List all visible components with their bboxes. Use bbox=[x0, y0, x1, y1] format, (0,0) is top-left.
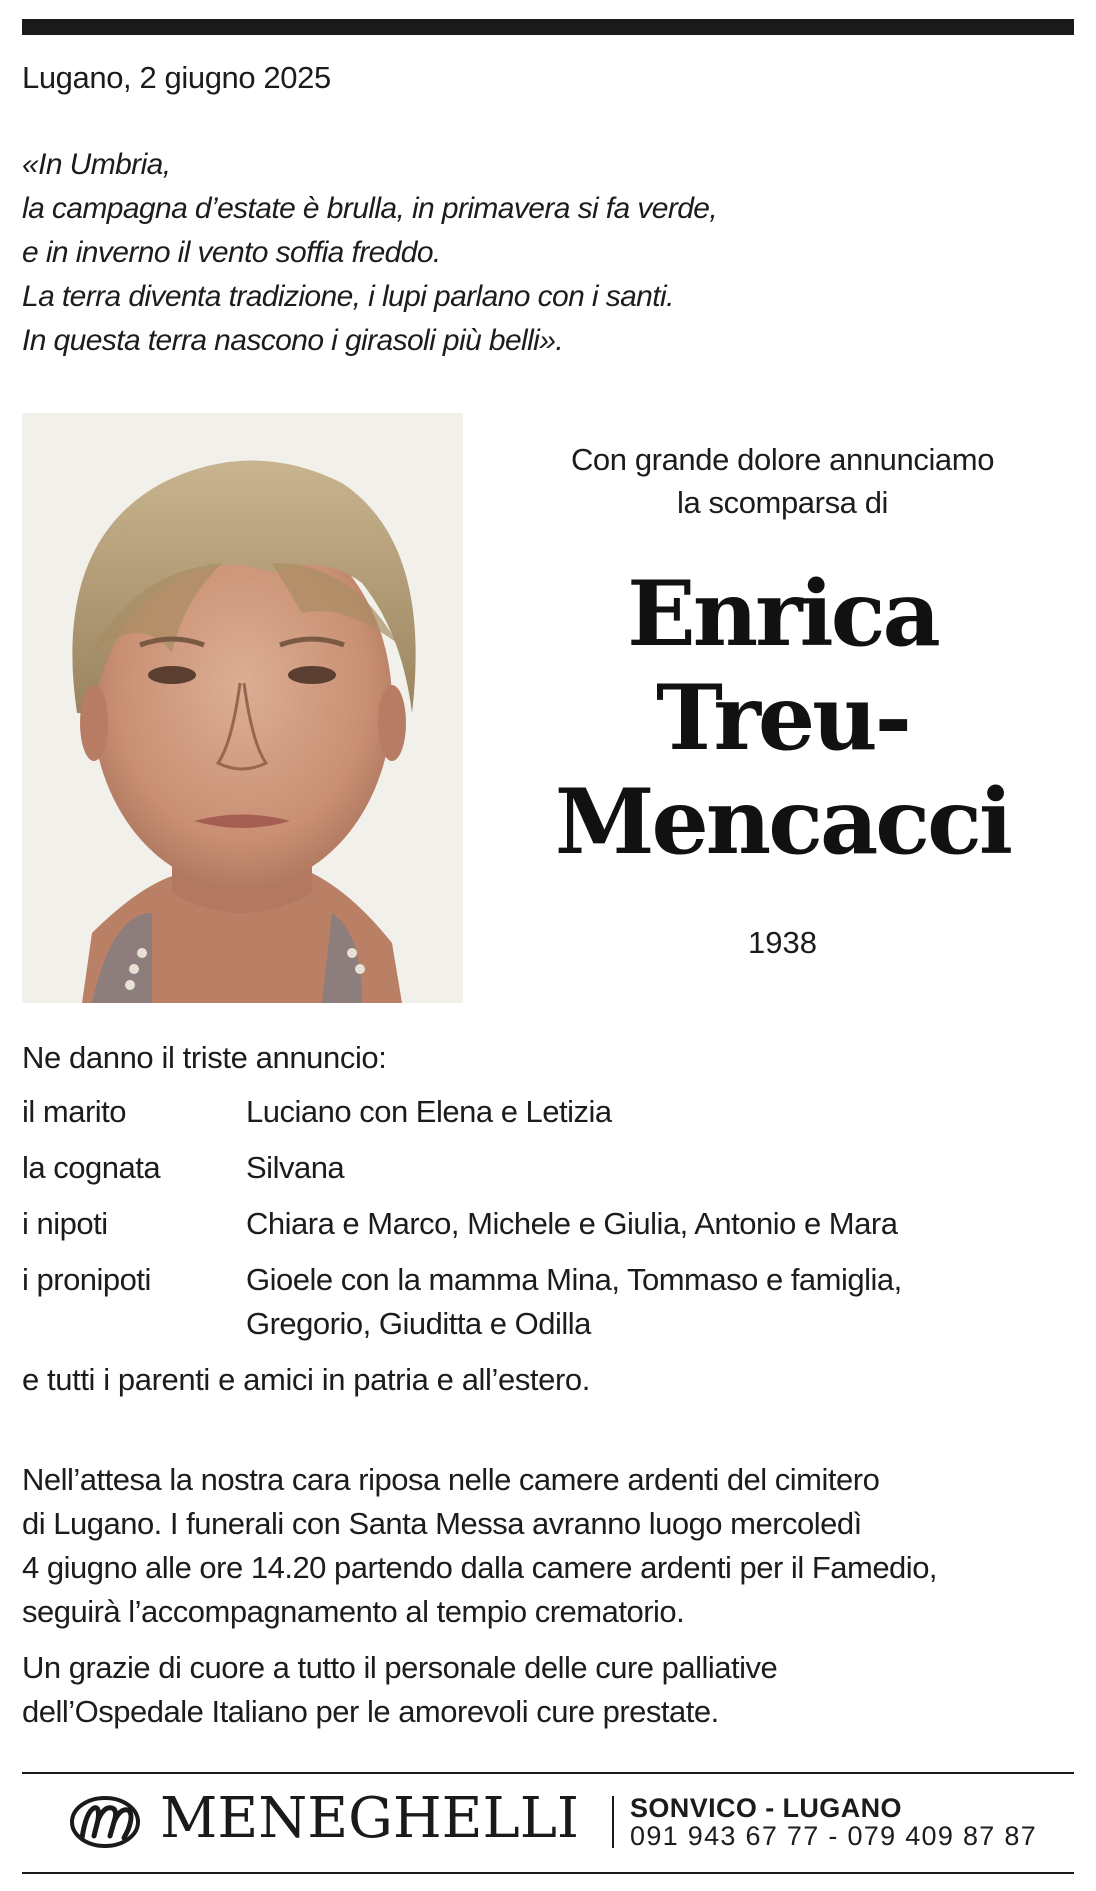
thanks-paragraph bbox=[22, 1646, 1074, 1734]
paragraph-line: di Lugano. I funerali con Santa Messa avranno luogo mercoledì bbox=[22, 1506, 862, 1541]
paragraph-line: seguirà l’accompagnamento al tempio crematorio. bbox=[22, 1594, 685, 1629]
deceased-name bbox=[490, 562, 1075, 874]
footer-phone: 091 943 67 77 - 079 409 87 87 bbox=[630, 1821, 1038, 1851]
relatives-list bbox=[22, 1090, 1074, 1358]
footer-top-rule bbox=[22, 1772, 1074, 1774]
relative-row bbox=[22, 1090, 1074, 1134]
relative-names bbox=[246, 1090, 1074, 1134]
birth-year: 1938 bbox=[748, 925, 817, 960]
relative-names-line: Gioele con la mamma Mina, Tommaso e famiglia, bbox=[246, 1262, 902, 1297]
poem-line: La terra diventa tradizione, i lupi parlano con i santi. bbox=[22, 280, 674, 313]
funeral-paragraph bbox=[22, 1458, 1074, 1634]
relative-names-line: Gregorio, Giuditta e Odilla bbox=[246, 1306, 591, 1341]
relative-names bbox=[246, 1146, 1074, 1190]
relative-row bbox=[22, 1258, 1074, 1346]
relative-row bbox=[22, 1146, 1074, 1190]
poem-line: la campagna d’estate è brulla, in primavera si fa verde, bbox=[22, 192, 718, 225]
name-line: Enrica bbox=[627, 561, 938, 667]
relative-names-line: Silvana bbox=[246, 1150, 345, 1185]
name-line: Mencacci bbox=[554, 769, 1011, 875]
relative-names bbox=[246, 1258, 1074, 1346]
poem-line: e in inverno il vento soffia freddo. bbox=[22, 236, 441, 269]
relative-label: i pronipoti bbox=[22, 1262, 151, 1297]
meneghelli-m-logo-icon bbox=[70, 1790, 140, 1850]
relative-names-line: Chiara e Marco, Michele e Giulia, Antonio e Mara bbox=[246, 1206, 898, 1241]
poem-line: In questa terra nascono i girasoli più belli». bbox=[22, 324, 564, 357]
relative-names-line: Luciano con Elena e Letizia bbox=[246, 1094, 612, 1129]
announcement-line: Con grande dolore annunciamo bbox=[570, 442, 995, 477]
paragraph-line: Nell’attesa la nostra cara riposa nelle camere ardenti del cimitero bbox=[22, 1462, 880, 1497]
relative-label: il marito bbox=[22, 1094, 127, 1129]
name-line: Treu- bbox=[656, 665, 909, 771]
family-intro: Ne danno il triste annuncio: bbox=[22, 1040, 387, 1075]
portrait-photo bbox=[22, 413, 463, 1003]
footer-location: SONVICO - LUGANO bbox=[630, 1793, 902, 1823]
announcement-intro bbox=[490, 438, 1075, 524]
dateline: Lugano, 2 giugno 2025 bbox=[22, 60, 331, 95]
footer-divider bbox=[612, 1796, 614, 1848]
family-closing: e tutti i parenti e amici in patria e all’estero. bbox=[22, 1362, 590, 1397]
paragraph-line: Un grazie di cuore a tutto il personale delle cure palliative bbox=[22, 1650, 778, 1685]
announcement-line: la scomparsa di bbox=[676, 485, 889, 520]
top-rule bbox=[22, 19, 1074, 35]
portrait-illustration bbox=[22, 413, 463, 1003]
relative-label: i nipoti bbox=[22, 1206, 108, 1241]
relative-names bbox=[246, 1202, 1074, 1246]
poem-line: «In Umbria, bbox=[22, 148, 171, 181]
paragraph-line: dell’Ospedale Italiano per le amorevoli cure prestate. bbox=[22, 1694, 719, 1729]
relative-row bbox=[22, 1202, 1074, 1246]
footer-bottom-rule bbox=[22, 1872, 1074, 1874]
poem-quote bbox=[22, 143, 717, 363]
paragraph-line: 4 giugno alle ore 14.20 partendo dalla camere ardenti per il Famedio, bbox=[22, 1550, 938, 1585]
brand-name: MENEGHELLI bbox=[160, 1786, 580, 1851]
relative-label: la cognata bbox=[22, 1150, 161, 1185]
